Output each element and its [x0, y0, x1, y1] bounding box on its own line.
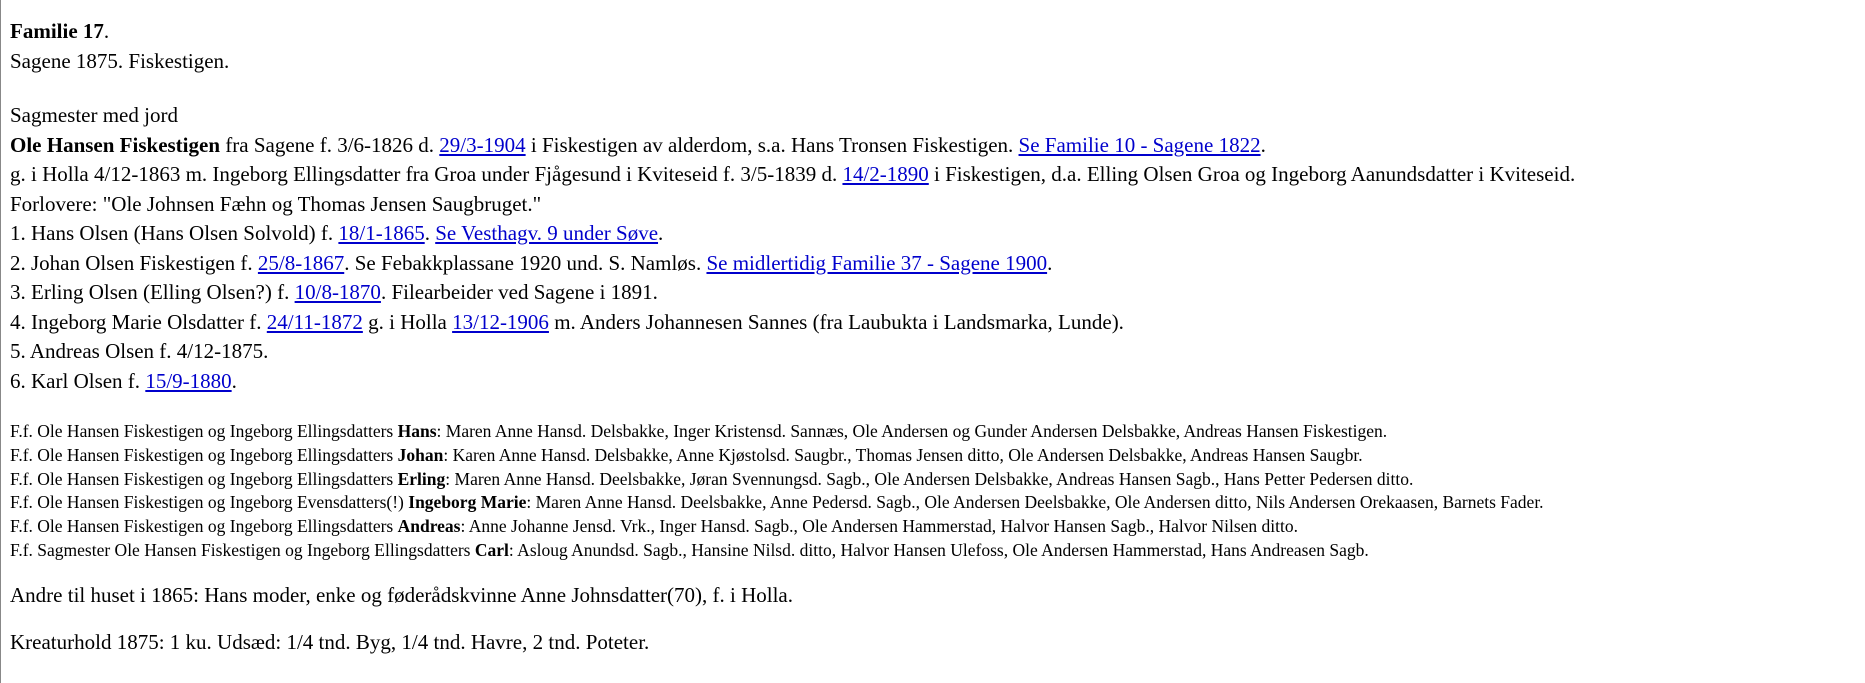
child-line: 1. Hans Olsen (Hans Olsen Solvold) f. 18/1-1865. Se Vesthagv. 9 under Søve.	[10, 221, 664, 245]
child-line: 5. Andreas Olsen f. 4/12-1875.	[10, 339, 269, 363]
child-line: 6. Karl Olsen f. 15/9-1880.	[10, 368, 237, 393]
death-date-link[interactable]: 29/3-1904	[439, 132, 526, 157]
family-37-link[interactable]: Se midlertidig Familie 37 - Sagene 1900	[706, 250, 1048, 275]
godparents-entry: F.f. Ole Hansen Fiskestigen og Ingeborg Ellingsdatters Hans: Maren Anne Hansd. Delsbakke, Inger Kristensd. Sannæs, Ole Andersen og Gunder Andersen Delsbakke, Andreas Hansen Fiskestigen.	[10, 421, 1388, 441]
child-line: 2. Johan Olsen Fiskestigen f. 25/8-1867. Se Febakkplassane 1920 und. S. Namløs. Se midlertidig Familie 37 - Sagene 1900.	[10, 250, 1053, 275]
child-birth-date-link[interactable]: 25/8-1867	[257, 250, 345, 275]
role-line: Sagmester med jord	[10, 103, 178, 127]
witnesses-line: Forlovere: "Ole Johnsen Fæhn og Thomas Jensen Saugbruget."	[10, 191, 542, 216]
vesthagv-link[interactable]: Se Vesthagv. 9 under Søve	[435, 221, 659, 245]
livestock-line: Kreaturhold 1875: 1 ku. Udsæd: 1/4 tnd. Byg, 1/4 tnd. Havre, 2 tnd. Poteter.	[10, 630, 650, 655]
godparents-entry: F.f. Ole Hansen Fiskestigen og Ingeborg Ellingsdatters Andreas: Anne Johanne Jensd. Vrk., Inger Hansd. Sagb., Ole Andersen Hammerstad, Halvor Hansen Sagb., Halvor Nilsen ditto.	[10, 516, 1298, 537]
child-line: 3. Erling Olsen (Elling Olsen?) f. 10/8-1870. Filearbeider ved Sagene i 1891.	[10, 280, 658, 304]
child-birth-date-link[interactable]: 18/1-1865	[338, 221, 425, 245]
godparents-entry: F.f. Ole Hansen Fiskestigen og Ingeborg Ellingsdatters Erling: Maren Anne Hansd. Deelsbakke, Jøran Svennungsd. Sagb., Ole Andersen Delsbakke, Andreas Hansen Sagb., Hans Petter Pedersen ditto.	[10, 468, 1414, 489]
family-subtitle: Sagene 1875. Fiskestigen.	[10, 48, 230, 73]
family-10-link[interactable]: Se Familie 10 - Sagene 1822	[1018, 132, 1261, 157]
godparents-entry: F.f. Sagmester Ole Hansen Fiskestigen og Ingeborg Ellingsdatters Carl: Asloug Anundsd. Sagb., Hansine Nilsd. ditto, Halvor Hansen Ulefoss, Ole Andersen Hammerstad, Hans Andreasen Sagb.	[10, 539, 1369, 560]
godparents-entry: F.f. Ole Hansen Fiskestigen og Ingeborg Evensdatters(!) Ingeborg Marie: Maren Anne Hansd. Deelsbakke, Anne Pedersd. Sagb., Ole Andersen Deelsbakke, Ole Andersen ditto, Nils Andersen Orekaasen, Barnets Fader.	[10, 492, 1544, 513]
family-heading: Familie 17.	[10, 19, 110, 43]
marriage-line: g. i Holla 4/12-1863 m. Ingeborg Ellingsdatter fra Groa under Fjågesund i Kviteseid f. 3/5-1839 d. 14/2-1890 i Fiskestigen, d.a. Elling Olsen Groa og Ingeborg Aanundsdatter i Kviteseid.	[10, 162, 1576, 186]
child-birth-date-link[interactable]: 24/11-1872	[266, 309, 363, 334]
spouse-death-date-link[interactable]: 14/2-1890	[842, 162, 929, 186]
child-line: 4. Ingeborg Marie Olsdatter f. 24/11-1872 g. i Holla 13/12-1906 m. Anders Johannesen Sannes (fra Laubukta i Landsmarka, Lunde).	[10, 309, 1124, 334]
godparents-entry: F.f. Ole Hansen Fiskestigen og Ingeborg Ellingsdatters Johan: Karen Anne Hansd. Delsbakke, Anne Kjøstolsd. Saugbr., Thomas Jensen ditto, Ole Andersen Delsbakke, Andreas Hansen Saugbr.	[10, 444, 1363, 465]
child-birth-date-link[interactable]: 10/8-1870	[294, 280, 381, 304]
child-marriage-date-link[interactable]: 13/12-1906	[452, 309, 549, 334]
head-person-line: Ole Hansen Fiskestigen fra Sagene f. 3/6-1826 d. 29/3-1904 i Fiskestigen av alderdom, s.a. Hans Tronsen Fiskestigen. Se Familie 10 - Sagene 1822.	[10, 132, 1266, 157]
head-person-name: Ole Hansen Fiskestigen	[10, 132, 221, 157]
godparents-list	[10, 420, 1865, 563]
household-others: Andre til huset i 1865: Hans moder, enke og føderådskvinne Anne Johnsdatter(70), f. i Holla.	[10, 582, 793, 607]
child-birth-date-link[interactable]: 15/9-1880	[145, 368, 232, 393]
family-title: Familie 17	[10, 19, 104, 43]
